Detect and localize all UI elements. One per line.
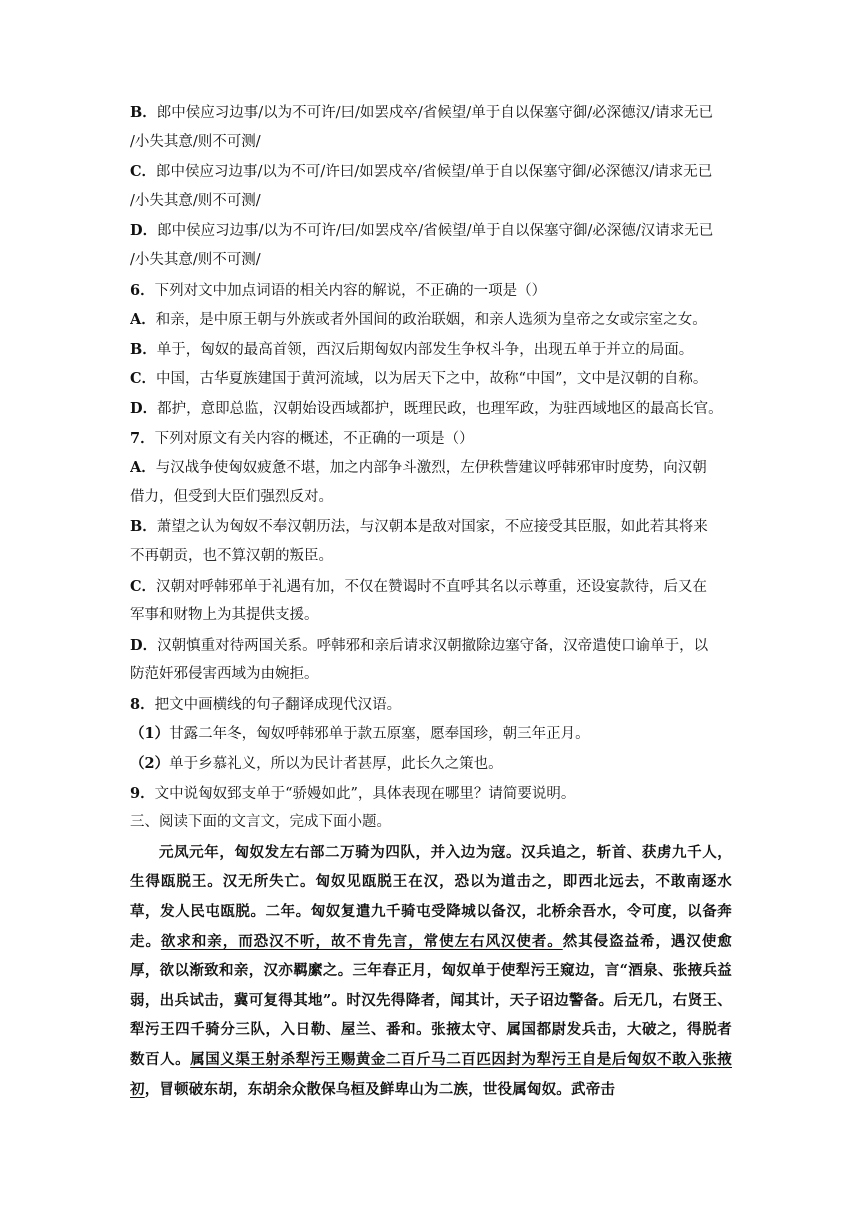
- text-line: [130, 246, 732, 276]
- item-label: C．: [130, 577, 157, 595]
- item-text: 郎中侯应习边事/以为不可许/曰/如罢戍卒/省候望/单于自以保塞守御/必深德汉/请求无已: [156, 105, 713, 121]
- item-label: （1）: [130, 725, 170, 743]
- item-text: 下列对原文有关内容的概述，不正确的一项是（）: [154, 430, 474, 447]
- item-label: D．: [130, 222, 158, 240]
- item-text: 借力，但受到大臣们强烈反对。: [130, 488, 333, 505]
- text-line: [130, 98, 732, 128]
- item-label: D．: [130, 399, 158, 417]
- text-line: [130, 276, 732, 306]
- item-label: C．: [130, 370, 157, 388]
- item-text: 把文中画横线的句子翻译成现代汉语。: [154, 696, 402, 713]
- item-text: 文中说匈奴郅支单于“骄嫚如此”，具体表现在哪里？请简要说明。: [154, 785, 576, 802]
- text-line: [130, 690, 732, 720]
- text-line: [130, 749, 732, 779]
- item-text: /小失其意/则不可测/: [130, 192, 261, 209]
- text-line: [130, 483, 732, 513]
- item-label: 7．: [130, 429, 155, 447]
- item-text: 汉朝对呼韩邪单于礼遇有加，不仅在赞谒时不直呼其名以示尊重，还设宴款待，后又在: [156, 578, 708, 595]
- text-line: [130, 542, 732, 572]
- item-label: B．: [130, 104, 157, 121]
- item-label: A．: [130, 311, 156, 329]
- text-line: [130, 779, 732, 809]
- text-line: [130, 719, 732, 749]
- item-text: 汉朝慎重对待两国关系。呼韩邪和亲后请求汉朝撤除边塞守备，汉帝遣使口谕单于，以: [157, 637, 709, 654]
- classical-passage: [130, 838, 732, 1104]
- item-text: 和亲，是中原王朝与外族或者外国间的政治联姻，和亲人选须为皇帝之女或宗室之女。: [155, 312, 707, 329]
- text-line: [130, 512, 732, 542]
- item-text: 军事和财物上为其提供支援。: [130, 607, 319, 624]
- text-line: [130, 631, 732, 661]
- text-line: [130, 453, 732, 483]
- text-line: [130, 424, 732, 454]
- item-text: 萧望之认为匈奴不奉汉朝历法，与汉朝本是敌对国家，不应接受其臣服，如此若其将来: [156, 519, 708, 536]
- item-label: 8．: [130, 695, 155, 713]
- item-text: 防范奸邪侵害西域为由婉拒。: [130, 666, 319, 683]
- text-line: [130, 394, 732, 424]
- underlined-sentence-2: 属国义渠王射杀犁污王赐黄金二百斤马二百匹因封为犁污王自是后匈奴不敢入张掖初: [130, 1051, 732, 1098]
- text-line: [130, 335, 732, 365]
- item-text: 中国，古华夏族建国于黄河流域，以为居天下之中，故称“中国”，文中是汉朝的自称。: [156, 371, 708, 388]
- item-label: （2）: [130, 755, 170, 773]
- passage-text-3: ，冒顿破东胡，东胡余众散保乌桓及鲜卑山为二族，世役属匈奴。武帝击: [144, 1080, 616, 1098]
- item-label: A．: [130, 459, 156, 477]
- item-text: /小失其意/则不可测/: [130, 251, 261, 268]
- document-page: [130, 98, 732, 1104]
- underlined-sentence-1: 欲求和亲，而恐汉不听，故不肯先言，常使左右风汉使者。: [160, 932, 563, 950]
- item-label: 6．: [130, 281, 155, 299]
- passage-text-2: 然其侵盗益希，遇汉使愈厚，欲以渐致和亲，汉亦羁縻之。三年春正月，匈奴单于使犁污王窥边，言“酒泉、张掖兵益弱，出兵试击，冀可复得其地”。时汉先得降者，闻其计，天子诏边警备。后无几，右贤王、犁污王四千骑分三队，入日勒、屋兰、番和。张掖太守、属国都尉发兵击，大破之，得脱者数百人。: [130, 932, 732, 1068]
- item-text: 不再朝贡，也不算汉朝的叛臣。: [130, 547, 333, 564]
- item-text: /小失其意/则不可测/: [130, 133, 261, 150]
- item-text: 单于，匈奴的最高首领，西汉后期匈奴内部发生争权斗争，出现五单于并立的局面。: [156, 341, 694, 358]
- text-line: [130, 660, 732, 690]
- item-text: 郎中侯应习边事/以为不可许/曰/如罢戍卒/省候望/单于自以保塞守御/必深德/汉请求无已: [157, 223, 714, 240]
- item-text: 与汉战争使匈奴疲惫不堪，加之内部争斗激烈，左伊秩訾建议呼韩邪审时度势，向汉朝: [155, 460, 707, 477]
- passage-text-1: 元凤元年，匈奴发左右部二万骑为四队，并入边为寇。汉兵追之，斩首、获虏九千人，生得瓯脱王。汉无所失亡。匈奴见瓯脱王在汉，恐以为道击之，即西北远去，不敢南逐水草，发人民屯瓯脱。二年。匈奴复遣九千骑屯受降城以备汉，北桥余吾水，令可度，以备奔走。: [130, 843, 732, 950]
- item-label: D．: [130, 636, 158, 654]
- item-text: 都护，意即总监，汉朝始设西域都护，既理民政，也理军政，为驻西域地区的最高长官。: [157, 400, 723, 417]
- text-line: [130, 601, 732, 631]
- item-label: B．: [130, 340, 157, 358]
- text-line: [130, 216, 732, 246]
- text-line: [130, 572, 732, 602]
- item-label: 9．: [130, 784, 155, 802]
- item-label: B．: [130, 518, 157, 536]
- item-text: 单于乡慕礼义，所以为民计者甚厚，此长久之策也。: [169, 756, 503, 773]
- text-line: [130, 187, 732, 217]
- text-line: [130, 157, 732, 187]
- item-text: 甘露二年冬，匈奴呼韩邪单于款五原塞，愿奉国珍，朝三年正月。: [169, 726, 590, 743]
- text-line: [130, 305, 732, 335]
- question-lines: [130, 98, 732, 838]
- text-line: [130, 128, 732, 158]
- item-text: 郎中侯应习边事/以为不可/许曰/如罢戍卒/省候望/单于自以保塞守御/必深德汉/请求无已: [156, 164, 713, 181]
- item-label: C．: [130, 163, 157, 181]
- text-line: [130, 364, 732, 394]
- item-text: 三、阅读下面的文言文，完成下面小题。: [130, 814, 391, 831]
- text-line: [130, 808, 732, 838]
- item-text: 下列对文中加点词语的相关内容的解说，不正确的一项是（）: [154, 282, 547, 299]
